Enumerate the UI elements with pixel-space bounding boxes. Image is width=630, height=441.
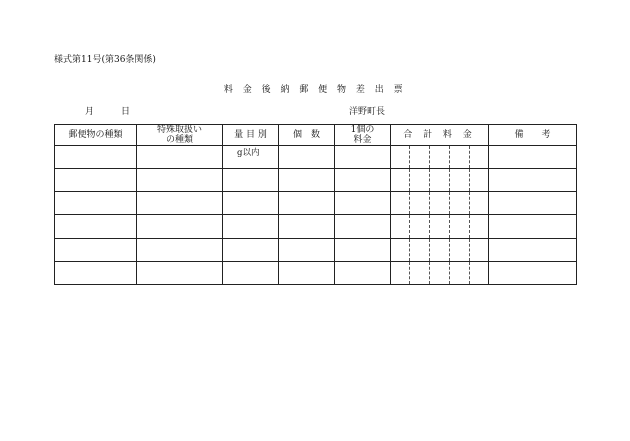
- cell-total-fee[interactable]: [391, 261, 489, 284]
- cell-unit-fee[interactable]: [335, 215, 391, 238]
- digit-divider-line: [429, 146, 430, 168]
- digit-divider-line: [449, 146, 450, 168]
- cell-unit-fee[interactable]: [335, 261, 391, 284]
- digit-divider-line: [409, 169, 410, 191]
- cell-mail-type[interactable]: [55, 169, 137, 192]
- header-total-fee: 合 計 料 金: [391, 125, 489, 146]
- weight-unit-note: g以内: [237, 148, 260, 158]
- cell-count[interactable]: [279, 238, 335, 261]
- header-unit-fee-line2: 料金: [353, 135, 372, 145]
- header-unit-fee-line1: 1個の: [350, 125, 375, 135]
- cell-special-handling[interactable]: [137, 261, 223, 284]
- table-row: [55, 192, 577, 215]
- cell-total-fee[interactable]: [391, 169, 489, 192]
- cell-count[interactable]: [279, 146, 335, 169]
- digit-divider-line: [429, 215, 430, 237]
- digit-divider-line: [469, 169, 470, 191]
- cell-unit-fee[interactable]: [335, 169, 391, 192]
- cell-special-handling[interactable]: [137, 146, 223, 169]
- digit-divider-line: [409, 146, 410, 168]
- issuer-name: 洋野町長: [349, 107, 386, 117]
- cell-special-handling[interactable]: [137, 169, 223, 192]
- digit-divider-line: [409, 192, 410, 214]
- digit-divider-line: [449, 262, 450, 284]
- header-unit-fee: [335, 125, 391, 146]
- cell-remarks[interactable]: [489, 261, 577, 284]
- header-remarks: 備 考: [489, 125, 577, 146]
- cell-count[interactable]: [279, 192, 335, 215]
- header-special-line1: 特殊取扱い: [156, 125, 202, 135]
- digit-divider-line: [449, 192, 450, 214]
- header-weight: 量 目 別: [223, 125, 279, 146]
- digit-divider-line: [449, 215, 450, 237]
- postage-form-table: [54, 124, 577, 285]
- digit-divider-line: [429, 262, 430, 284]
- digit-divider-line: [469, 192, 470, 214]
- digit-divider-line: [469, 262, 470, 284]
- cell-remarks[interactable]: [489, 169, 577, 192]
- cell-remarks[interactable]: [489, 192, 577, 215]
- cell-unit-fee[interactable]: [335, 146, 391, 169]
- date-day-label: 日: [121, 107, 131, 117]
- cell-weight[interactable]: [223, 192, 279, 215]
- table-header-row: [55, 125, 577, 146]
- header-special-handling: [137, 125, 223, 146]
- digit-divider-line: [409, 262, 410, 284]
- cell-remarks[interactable]: [489, 215, 577, 238]
- digit-divider-line: [469, 239, 470, 261]
- cell-weight[interactable]: [223, 169, 279, 192]
- cell-special-handling[interactable]: [137, 238, 223, 261]
- cell-mail-type[interactable]: [55, 261, 137, 284]
- cell-count[interactable]: [279, 215, 335, 238]
- cell-unit-fee[interactable]: [335, 192, 391, 215]
- cell-weight[interactable]: [223, 146, 279, 169]
- cell-total-fee[interactable]: [391, 215, 489, 238]
- cell-count[interactable]: [279, 169, 335, 192]
- cell-remarks[interactable]: [489, 238, 577, 261]
- digit-divider-line: [429, 239, 430, 261]
- table-row: [55, 238, 577, 261]
- cell-remarks[interactable]: [489, 146, 577, 169]
- digit-divider-line: [409, 239, 410, 261]
- digit-divider-line: [469, 146, 470, 168]
- cell-total-fee[interactable]: [391, 146, 489, 169]
- table-row: [55, 146, 577, 169]
- cell-weight[interactable]: [223, 238, 279, 261]
- form-title: 料 金 後 納 郵 便 物 差 出 票: [223, 85, 407, 95]
- cell-mail-type[interactable]: [55, 146, 137, 169]
- cell-weight[interactable]: [223, 215, 279, 238]
- header-count: 個 数: [279, 125, 335, 146]
- digit-divider-line: [469, 215, 470, 237]
- cell-count[interactable]: [279, 261, 335, 284]
- digit-divider-line: [449, 169, 450, 191]
- digit-divider-line: [449, 239, 450, 261]
- cell-weight[interactable]: [223, 261, 279, 284]
- table-row: [55, 261, 577, 284]
- cell-mail-type[interactable]: [55, 192, 137, 215]
- cell-mail-type[interactable]: [55, 215, 137, 238]
- date-month-label: 月: [85, 107, 95, 117]
- digit-divider-line: [429, 169, 430, 191]
- table-row: [55, 215, 577, 238]
- cell-unit-fee[interactable]: [335, 238, 391, 261]
- cell-special-handling[interactable]: [137, 215, 223, 238]
- form-number-label: 様式第11号(第36条関係): [54, 55, 156, 65]
- cell-total-fee[interactable]: [391, 192, 489, 215]
- cell-total-fee[interactable]: [391, 238, 489, 261]
- digit-divider-line: [429, 192, 430, 214]
- cell-mail-type[interactable]: [55, 238, 137, 261]
- table-row: [55, 169, 577, 192]
- header-mail-type: 郵便物の種類: [55, 125, 137, 146]
- cell-special-handling[interactable]: [137, 192, 223, 215]
- digit-divider-line: [409, 215, 410, 237]
- header-special-line2: の種類: [165, 135, 193, 145]
